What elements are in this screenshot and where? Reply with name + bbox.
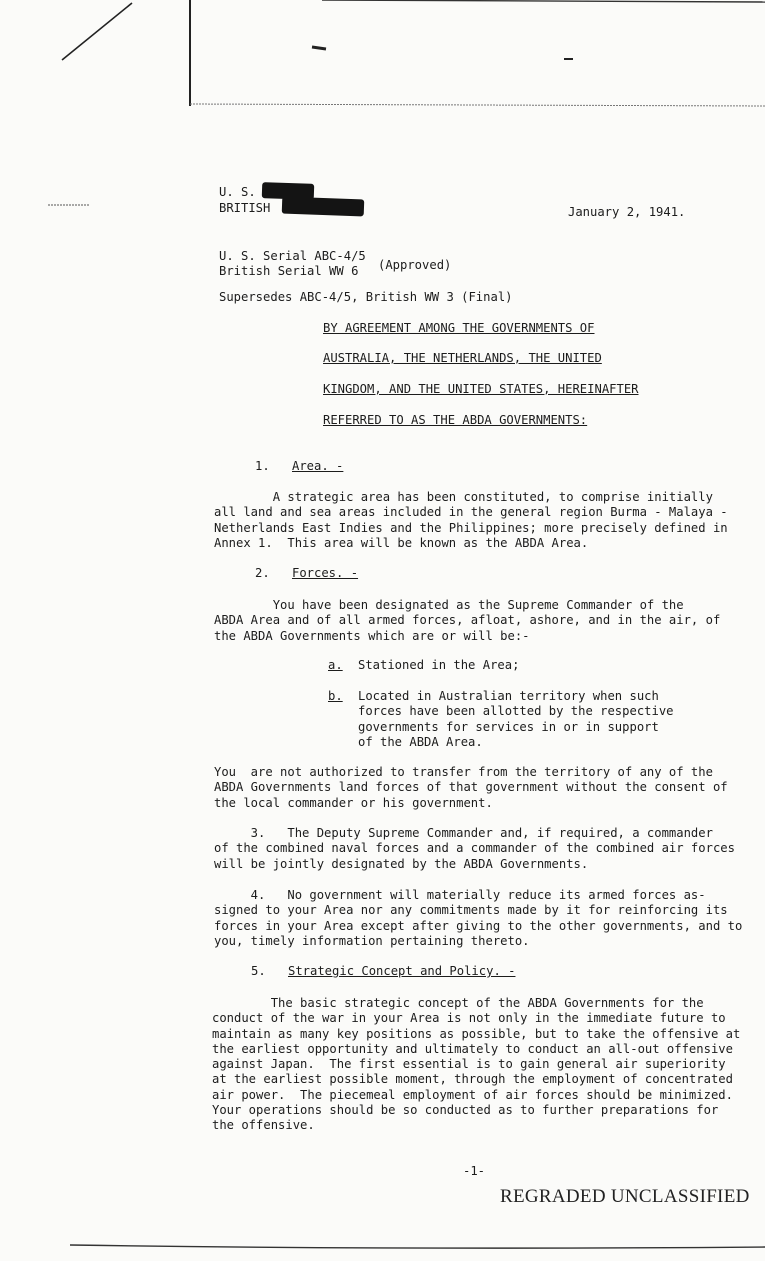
reduction-paragraph: 4. No government will materially reduce its armed forces as- signed to your Area nor any commitments made by it for reinforcing its forces in your Area except after giving to the other governments, and to you, timely information pertaining thereto.	[214, 888, 743, 948]
section-title-text: Strategic Concept and Policy. -	[288, 964, 516, 978]
section-number: 5.	[251, 964, 266, 978]
deputy-paragraph: 3. The Deputy Supreme Commander and, if required, a commander of the combined naval forces and a commander of the combined air forces will be jointly designated by the ABDA Governments.	[214, 826, 735, 871]
transfer-paragraph: You are not authorized to transfer from the territory of any of the ABDA Governments land forces of that government without the consent of the local commander or his government.	[214, 765, 728, 810]
agreement-line: KINGDOM, AND THE UNITED STATES, HEREINAFTER	[323, 382, 639, 396]
item-text: Stationed in the Area;	[358, 658, 520, 672]
us-label: U. S.	[219, 185, 256, 199]
section-title-text: Area. -	[292, 459, 344, 473]
ink-dash-mark	[312, 47, 326, 49]
area-paragraph: A strategic area has been constituted, to comprise initially all land and sea areas included in the general region Burma - Malaya - Netherlands East Indies and the Philippines; more precisely defined in Annex 1. This area will be known as the ABDA Area.	[214, 490, 728, 550]
redaction-block	[282, 197, 365, 217]
page-number: -1-	[463, 1164, 486, 1178]
section-number: 1.	[255, 459, 270, 473]
forces-paragraph: You have been designated as the Supreme Commander of the ABDA Area and of all armed forces, afloat, ashore, and in the air, of the ABDA Governments which are or will be:-	[214, 598, 721, 643]
agreement-line: BY AGREEMENT AMONG THE GOVERNMENTS OF	[323, 321, 595, 335]
section-number: 2.	[255, 566, 270, 580]
corner-diagonal-mark	[62, 3, 132, 60]
section-title	[288, 964, 515, 979]
us-serial: U. S. Serial ABC-4/5	[219, 249, 366, 263]
top-fold-line	[190, 104, 765, 106]
top-edge-line	[322, 0, 765, 2]
item-letter: a.	[328, 658, 343, 672]
british-label: BRITISH	[219, 201, 271, 215]
agreement-line: AUSTRALIA, THE NETHERLANDS, THE UNITED	[323, 351, 602, 365]
bottom-edge-line	[70, 1245, 765, 1248]
section-title-text: Forces. -	[292, 566, 359, 580]
agreement-line: REFERRED TO AS THE ABDA GOVERNMENTS:	[323, 413, 588, 427]
strategy-paragraph: The basic strategic concept of the ABDA Governments for the conduct of the war in your Area is not only in the immediate future to maintain as many key positions as possible, but to take the offensive at the earliest opportunity and ultimately to conduct an all-out offensive against Japan. The first essential is to gain general air superiority at the earliest possible moment, through the employment of concentrated air power. The piecemeal employment of air forces should be minimized. Your operations should be so conducted as to further preparations for the offensive.	[212, 996, 741, 1133]
section-title	[292, 459, 343, 474]
document-date: January 2, 1941.	[568, 205, 686, 219]
declassification-stamp: REGRADED UNCLASSIFIED	[500, 1186, 750, 1207]
supersedes-line: Supersedes ABC-4/5, British WW 3 (Final)	[219, 290, 513, 304]
item-letter: b.	[328, 689, 343, 703]
british-serial: British Serial WW 6	[219, 264, 359, 278]
item-text: Located in Australian territory when such forces have been allotted by the respective governments for services in or in support of the ABDA Area.	[358, 689, 674, 749]
approval-status: (Approved)	[378, 258, 452, 272]
section-title	[292, 566, 358, 581]
